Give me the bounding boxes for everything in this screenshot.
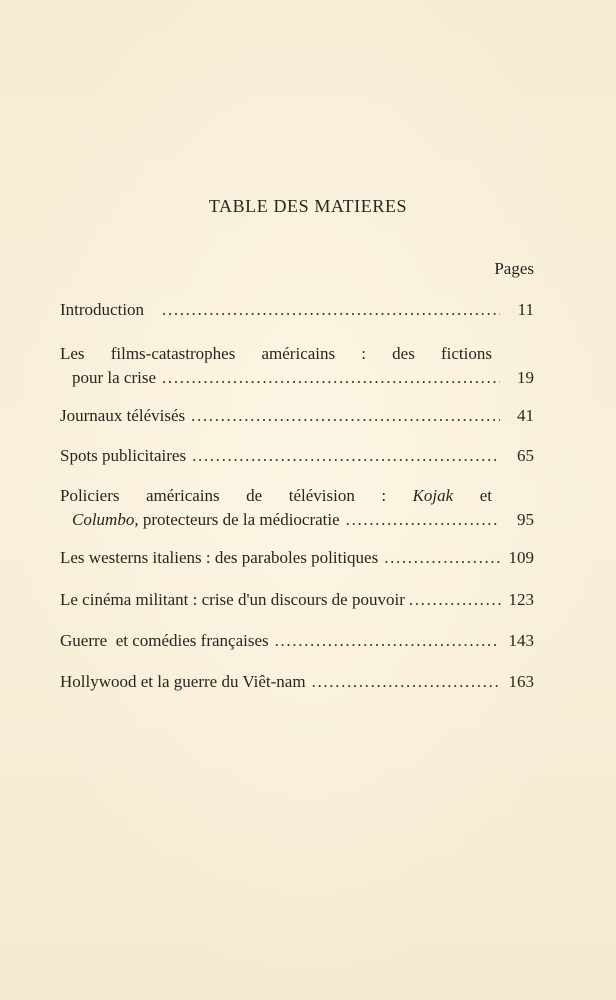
toc-entry-title: Spots publicitaires [60, 446, 187, 465]
toc-entry [60, 342, 534, 390]
toc-line [60, 404, 534, 428]
toc-entry-title-italic: Columbo, [72, 510, 139, 529]
toc-entry [60, 444, 534, 468]
toc-line [60, 588, 534, 612]
dot-leader [275, 629, 500, 653]
dot-leader [346, 508, 500, 532]
toc-entry-title-line2 [72, 508, 340, 532]
toc-entry-title-part: protecteurs de la médiocratie [138, 510, 340, 529]
toc-entry-page: 11 [517, 300, 534, 319]
dot-leader [409, 588, 502, 612]
toc-line [60, 366, 534, 390]
dot-leader [162, 366, 500, 390]
toc-line [60, 546, 534, 570]
dot-leader [162, 298, 500, 322]
toc-entry-title-italic: Kojak [412, 486, 454, 505]
pages-column-header: Pages [494, 259, 534, 278]
toc-entry-page: 109 [508, 548, 534, 567]
toc-entry-title-part: Policiers américains de télévision : [60, 486, 413, 505]
toc-entry [60, 588, 534, 612]
toc-entry-page: 41 [517, 406, 534, 425]
toc-entry-page: 143 [508, 631, 534, 650]
toc-line [60, 444, 534, 468]
toc-line [60, 670, 534, 694]
page-title: TABLE DES MATIERES [208, 196, 408, 216]
toc-entry [60, 404, 534, 428]
toc-entry-page: 163 [508, 672, 534, 691]
toc-entry-title: Le cinéma militant : crise d'un discours de pouvoir [60, 590, 405, 609]
toc-entry [60, 484, 534, 532]
toc-entry-title: Introduction [60, 300, 145, 319]
toc-entry-title-line1 [60, 484, 492, 508]
toc-entry-page: 123 [508, 590, 534, 609]
dot-leader [191, 404, 500, 428]
dot-leader [384, 546, 500, 570]
toc-entry-page: 19 [517, 368, 534, 387]
dot-leader [312, 670, 500, 694]
toc-entry-page: 95 [517, 510, 534, 529]
toc-entry-page: 65 [517, 446, 534, 465]
toc-entry-title: Journaux télévisés [60, 406, 186, 425]
toc-entry [60, 298, 534, 322]
toc-entry-title-line1: Les films-catastrophes américains : des fictions [60, 344, 492, 363]
toc-entry-title: Les westerns italiens : des paraboles politiques [60, 548, 379, 567]
toc-entry [60, 629, 534, 653]
dot-leader [192, 444, 500, 468]
toc-line [60, 508, 534, 532]
toc-entry-title-part: et [453, 486, 492, 505]
toc-entry-title: Hollywood et la guerre du Viêt-nam [60, 672, 306, 691]
toc-entry [60, 546, 534, 570]
toc-line [60, 629, 534, 653]
toc-entry-title-line2: pour la crise [72, 368, 157, 387]
toc-line [60, 298, 534, 322]
toc-entry [60, 670, 534, 694]
toc-entry-title: Guerre et comédies françaises [60, 631, 269, 650]
